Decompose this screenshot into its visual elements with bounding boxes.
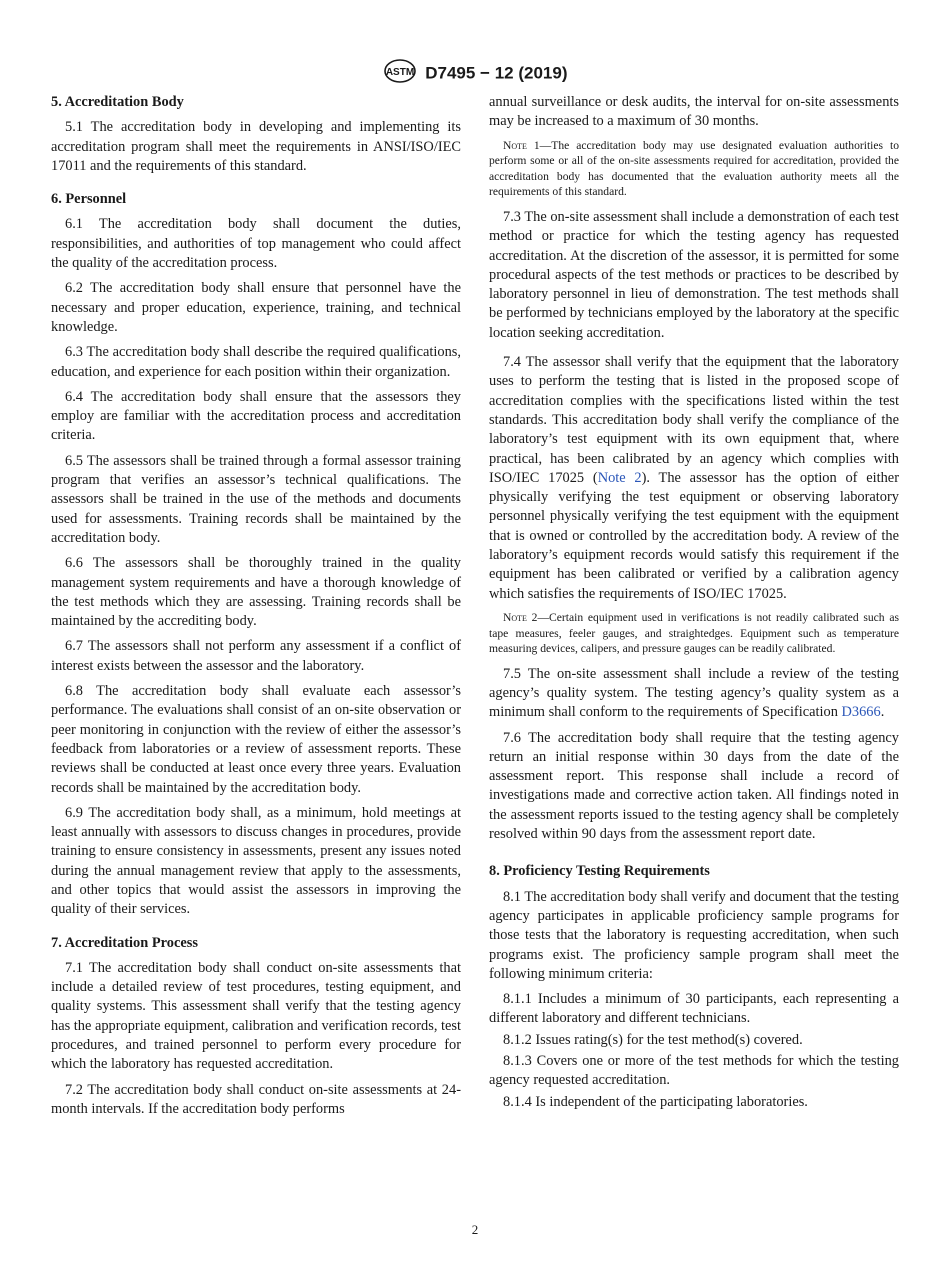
section-7-title: 7. Accreditation Process — [51, 934, 198, 951]
paragraph-6-4: 6.4 The accreditation body shall ensure that the assessors they employ are familiar with the accreditation process and accreditation criteria. — [51, 388, 461, 444]
note-1-label: Note 1 — [503, 138, 540, 152]
note-2-link[interactable]: Note 2 — [597, 469, 642, 486]
paragraph-6-6: 6.6 The assessors shall be thoroughly trained in the quality management system requirements and have a thorough knowledge of the test methods which they are assessing. Training records shall be maintained by the accrediting body. — [51, 555, 461, 630]
paragraph-8-1-3: 8.1.3 Covers one or more of the test methods for which the testing agency requested accreditation. — [489, 1053, 899, 1089]
paragraph-6-2: 6.2 The accreditation body shall ensure that personnel have the necessary and proper education, experience, training, and technical knowledge. — [51, 280, 461, 335]
note-1 — [489, 138, 899, 200]
paragraph-8-1-2: 8.1.2 Issues rating(s) for the test method(s) covered. — [503, 1031, 803, 1048]
section-8-title: 8. Proficiency Testing Requirements — [489, 863, 710, 880]
left-column — [51, 93, 461, 1125]
paragraph-5-1: 5.1 The accreditation body in developing and implementing its accreditation program shall meet the requirements in ANSI/ISO/IEC 17011 and the requirements of this standard. — [51, 119, 461, 174]
svg-text:ASTM: ASTM — [385, 67, 414, 78]
paragraph-6-3: 6.3 The accreditation body shall describe the required qualifications, education, and experience for each position within their organization. — [51, 344, 461, 380]
paragraph-7-4-text-b: ). The assessor has the option of either physically verifying the test equipment or observing laboratory personnel physically verifying the test equipment with the equipment that is owned or controlled by the accreditation body. A review of the laboratory’s equipment records would satisfy this requirement if the equipment has been calibrated or verified by a calibration agency which satisfies the requirements of ISO/IEC 17025. — [489, 469, 899, 602]
paragraph-6-5: 6.5 The assessors shall be trained through a formal assessor training program that verifies an assessor’s technical qualifications. The assessors shall be trained in the use of the methods and documents used for assessments. Training records shall be maintained by the accreditation body. — [51, 452, 461, 546]
paragraph-7-1: 7.1 The accreditation body shall conduct on-site assessments that include a detailed review of test procedures, testing equipment, and quality systems. This assessment shall verify that the testing agency has the appropriate equipment, calibration and verification records, test procedures, and trained personnel to perform every procedure for which the laboratory has requested accreditation. — [51, 959, 461, 1073]
paragraph-7-5-text-a: 7.5 The on-site assessment shall include a review of the testing agency’s quality system. The testing agency’s quality system as a minimum shall conform to the requirements of Specification — [489, 665, 899, 721]
section-6-title: 6. Personnel — [51, 191, 127, 208]
paragraph-7-4 — [489, 353, 899, 604]
paragraph-8-1: 8.1 The accreditation body shall verify and document that the testing agency participates in applicable proficiency sample programs for those tests that the laboratory is requesting accreditation, when such programs exist. The proficiency sample program shall meet the following minimum criteria: — [489, 888, 899, 982]
page-number: 2 — [471, 1222, 479, 1237]
d3666-link[interactable]: D3666 — [841, 704, 881, 721]
document-code: D7495 − 12 (2019) — [425, 63, 568, 83]
note-2 — [489, 610, 899, 657]
page-header — [0, 58, 950, 89]
paragraph-6-9: 6.9 The accreditation body shall, as a minimum, hold meetings at least annually with assessors to discuss changes in procedures, provide training to ensure consistency in assessments, present any issues noted during the annual management review that apply to the assessments, and other topics that would assist the assessors in improving the quality of their services. — [51, 804, 461, 918]
paragraph-7-4-text-a: 7.4 The assessor shall verify that the equipment that the laboratory uses to perform the testing that is listed in the proposed scope of accreditation complies with the specifications listed within the test standards. This accreditation body shall verify the compliance of the laboratory’s test equipment with its own equipment that, where practical, has been calibrated by an agency which complies with ISO/IEC 17025 ( — [489, 354, 899, 486]
note-1-text: —The accreditation body may use designated evaluation authorities to perform some or all of the on-site assessments required for accreditation, provided the accreditation body has documented that the evaluation authority meets all the requirements of this standard. — [489, 138, 899, 199]
paragraph-7-2-continued: annual surveillance or desk audits, the interval for on-site assessments may be increased to a maximum of 30 months. — [489, 94, 899, 130]
right-column — [489, 93, 899, 1114]
paragraph-7-2: 7.2 The accreditation body shall conduct on-site assessments at 24-month intervals. If the accreditation body performs — [51, 1081, 461, 1117]
paragraph-7-5 — [489, 665, 899, 723]
paragraph-8-1-4: 8.1.4 Is independent of the participating laboratories. — [503, 1093, 808, 1110]
paragraph-6-7: 6.7 The assessors shall not perform any assessment if a conflict of interest exists between the assessor and the laboratory. — [51, 638, 461, 674]
paragraph-7-3: 7.3 The on-site assessment shall include a demonstration of each test method or practice for which the testing agency has requested accreditation. At the discretion of the assessor, it is permitted for some procedural aspects of the test methods or practices to be described by laboratory personnel in lieu of demonstration. The test methods shall be performed by technicians employed by the laboratory at the specific location seeking accreditation. — [489, 208, 899, 341]
note-2-text: —Certain equipment used in verifications is not readily calibrated such as tape measures, feeler gauges, and straightedges. Equipment such as temperature measuring devices, calipers, and pressure gauges can be readily calibrated. — [489, 610, 899, 656]
paragraph-6-1: 6.1 The accreditation body shall document the duties, responsibilities, and authorities of top management who could affect the quality of the accreditation process. — [51, 216, 461, 272]
paragraph-7-5-text-b: . — [880, 704, 885, 721]
astm-logo-icon — [383, 58, 417, 89]
paragraph-8-1-1: 8.1.1 Includes a minimum of 30 participants, each representing a different laboratory and different technicians. — [489, 991, 899, 1027]
paragraph-6-8: 6.8 The accreditation body shall evaluate each assessor’s performance. The evaluations shall consist of an on-site observation or peer monitoring in conjunction with the review of either the assessor’s feedback from laboratories or a review of assessment reports. These reviews shall be conducted at least once every three years. Evaluation records shall be maintained by the accreditation body. — [51, 683, 461, 796]
section-5-title: 5. Accreditation Body — [51, 94, 184, 110]
note-2-label: Note 2 — [503, 610, 538, 624]
paragraph-7-6: 7.6 The accreditation body shall require that the testing agency return an initial response within 30 days from the date of the assessment report. This response shall include a record of investigations made and corrective action taken. All findings noted in the assessment reports issued to the testing agency shall be completely resolved within 90 days from the assessment report date. — [489, 729, 899, 843]
